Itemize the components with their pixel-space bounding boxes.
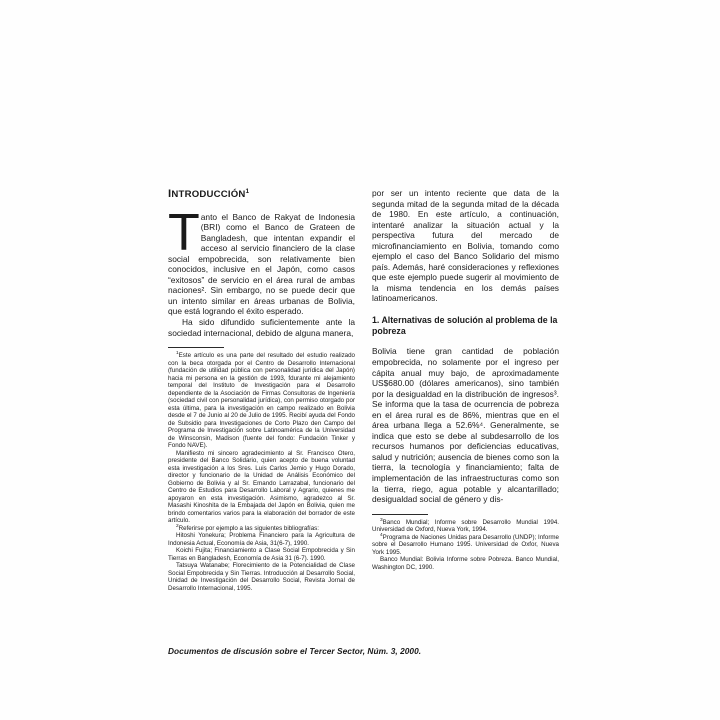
footnote-item [372, 519, 559, 534]
right-column [372, 188, 559, 592]
left-column-footnotes [168, 352, 355, 592]
section-heading [168, 188, 355, 201]
left-column [168, 188, 355, 592]
footnote-item [372, 556, 559, 571]
footnote-text: Programa de Naciones Unidas para Desarrollo (UNDP); Informe sobre el Desarrollo Humano 1995. Universidad de Oxfor, Nueva York 1995. [372, 533, 559, 556]
footnote-item [372, 534, 559, 557]
footnote-text: Este artículo es una parte del resultado del estudio realizado con la beca otorgada por el Centro de Desarrollo Internacional (fundación de utilidad pública con personalidad jurídica del Japón) hacia mi persona en la gestión de 1993, fdurante mi alejamiento temporal del Instituto de Investigación para el Desarrollo dependiente de la Asociación de Firmas Consultoras de Ingeniería (sociedad civil con personalidad jurídica), con permiso otorgado por esta última, para la investigación en campo realizado en Bolivia desde el 7 de Junio al 20 de Julio de 1995. Recibí ayuda del Fondo de Subsidio para Investigaciones de Corto Plazo den Campo del Programa de Investigación sobre Latinoamérica de la Universidad de Winsconsin, Madison (fuente del fondo: Fundación Tinker y Fondo NAVE). [168, 352, 355, 450]
paragraph-body-2: Bolivia tiene gran cantidad de población empobrecida, no solamente por el ingreso per cápita anual muy bajo, de aproximadamente US$680.00 (dólares americanos), sino también por la desigualdad en la distribución de ingresos³. Se informa que la tasa de ocurrencia de pobreza en el área rural es de 86%, mientras que en el área urbana llega a 52.6%⁴. Generalmente, se indica que esto se debe al subdesarrollo de los recursos humanos por deficiencias educativas, salud y nutrición; ausencia de bienes como son la tierra, la tecnología y financiamiento; falta de implementación de las infraestructuras como son la tierra, riego, agua potable y alcantarillado; desigualdad social de género y dis- [372, 346, 559, 505]
subsection-heading: 1. Alternativas de solución al problema de la pobreza [372, 315, 558, 337]
footnote-text: Manifiesto mi sincero agradecimiento al Sr. Francisco Otero, presidente del Banco Solidario, quien acepto de buena voluntad esta investigación a los Sres. Luis Carlos Jemio y Hugo Dorado, director y funcionario de la Unidad de Análisis Económico del Gobierno de Bolivia y al Sr. Emando Larrazabal, funcionario del Centro de Estudios para Desarrollo Laboral y Agrario, quienes me apoyaron en esta investigación. Asimismo, agradezco al Sr. Masashi Kinoshita de la Embajada del Japón en Bolivia, quien me brindo comentarios varios para la elaboración del borrador de este artículo. [168, 449, 355, 525]
footnote-text: Referirse por ejemplo a las siguientes bibliografías: [178, 524, 319, 532]
section-heading-text: NTRODUCCIÓN [171, 189, 246, 200]
footnote-marker: 3 [380, 517, 383, 523]
page-footer: Documentos de discusión sobre el Tercer Sector, Núm. 3, 2000. [168, 646, 422, 656]
footnote-item [168, 525, 355, 533]
right-column-footnotes [372, 519, 559, 572]
paragraph-intro-1 [168, 203, 355, 317]
section-heading-footnote-marker: 1 [245, 187, 250, 195]
paragraph-intro-2: Ha sido difundido suficientemente ante la sociedad internacional, debido de alguna manera, [168, 317, 355, 338]
footnote-item [168, 532, 355, 547]
footnote-marker: 2 [176, 523, 179, 529]
footnote-text: Hitoshi Yonekura; Problema Financiero para la Agricultura de Indonesia Actual, Economía de Asia, 31(6-7), 1990. [168, 532, 355, 547]
footnote-item [168, 450, 355, 525]
footnote-separator-rule [372, 514, 428, 515]
footnote-text: Banco Mundial: Bolivia Informe sobre Pobreza. Banco Mundial, Washington DC, 1990. [372, 556, 559, 571]
footnote-text: Tatsuya Watanabe; Florecimiento de la Potencialidad de Clase Social Empobrecida y Sin Tierras. Introducción al Desarrollo Social, Unidad de Investigación del Desarrollo Social, Revista Jornal de Desarrollo Internacional, 1995. [168, 562, 355, 592]
footnote-separator-rule [168, 347, 224, 348]
paragraph-intro-1-text: anto el Banco de Rakyat de Indonesia (BRI) como el Banco de Grateen de Bangladesh, que intentan expandir el acceso al servicio financiero de la clase social empobrecida, son relativamente bien conocidos, inclusive en el Japón, como casos “exitosos” de servicio en el área rural de ambas naciones². Sin embargo, no se puede decir que un intento similar en áreas urbanas de Bolivia, que está logrando el éxito esperado. [168, 211, 355, 317]
footnote-marker: 4 [380, 532, 383, 538]
footnote-text: Banco Mundial; Informe sobre Desarrollo Mundial 1994. Universidad de Oxford, Nueva York, 1994. [372, 518, 559, 534]
footnote-marker: 1 [176, 351, 179, 357]
section-heading-initial: I [168, 188, 172, 200]
footnote-item [168, 352, 355, 450]
page-content [168, 188, 560, 668]
footnote-item [168, 562, 355, 592]
paragraph-body-1: por ser un intento reciente que data de la segunda mitad de la segunda mitad de la década de 1980. En este artículo, a continuación, intentaré analizar la situación actual y la perspectiva futura del mercado de microfinanciamiento en Bolivia, tomando como ejemplo el caso del Banco Solidario del mismo país. Además, haré consideraciones y reflexiones que este ejemplo puede sugerir al movimiento de la misma tendencia en los demás países latinoamericanos. [372, 188, 559, 304]
footnote-item [168, 547, 355, 562]
drop-cap-letter: T [168, 203, 200, 262]
two-column-layout [168, 188, 560, 592]
footnote-text: Koichi Fujita; Financiamiento a Clase Social Empobrecida y Sin Tierras en Bangladesh, Economía de Asia 31 (6-7). 1990. [168, 547, 355, 562]
